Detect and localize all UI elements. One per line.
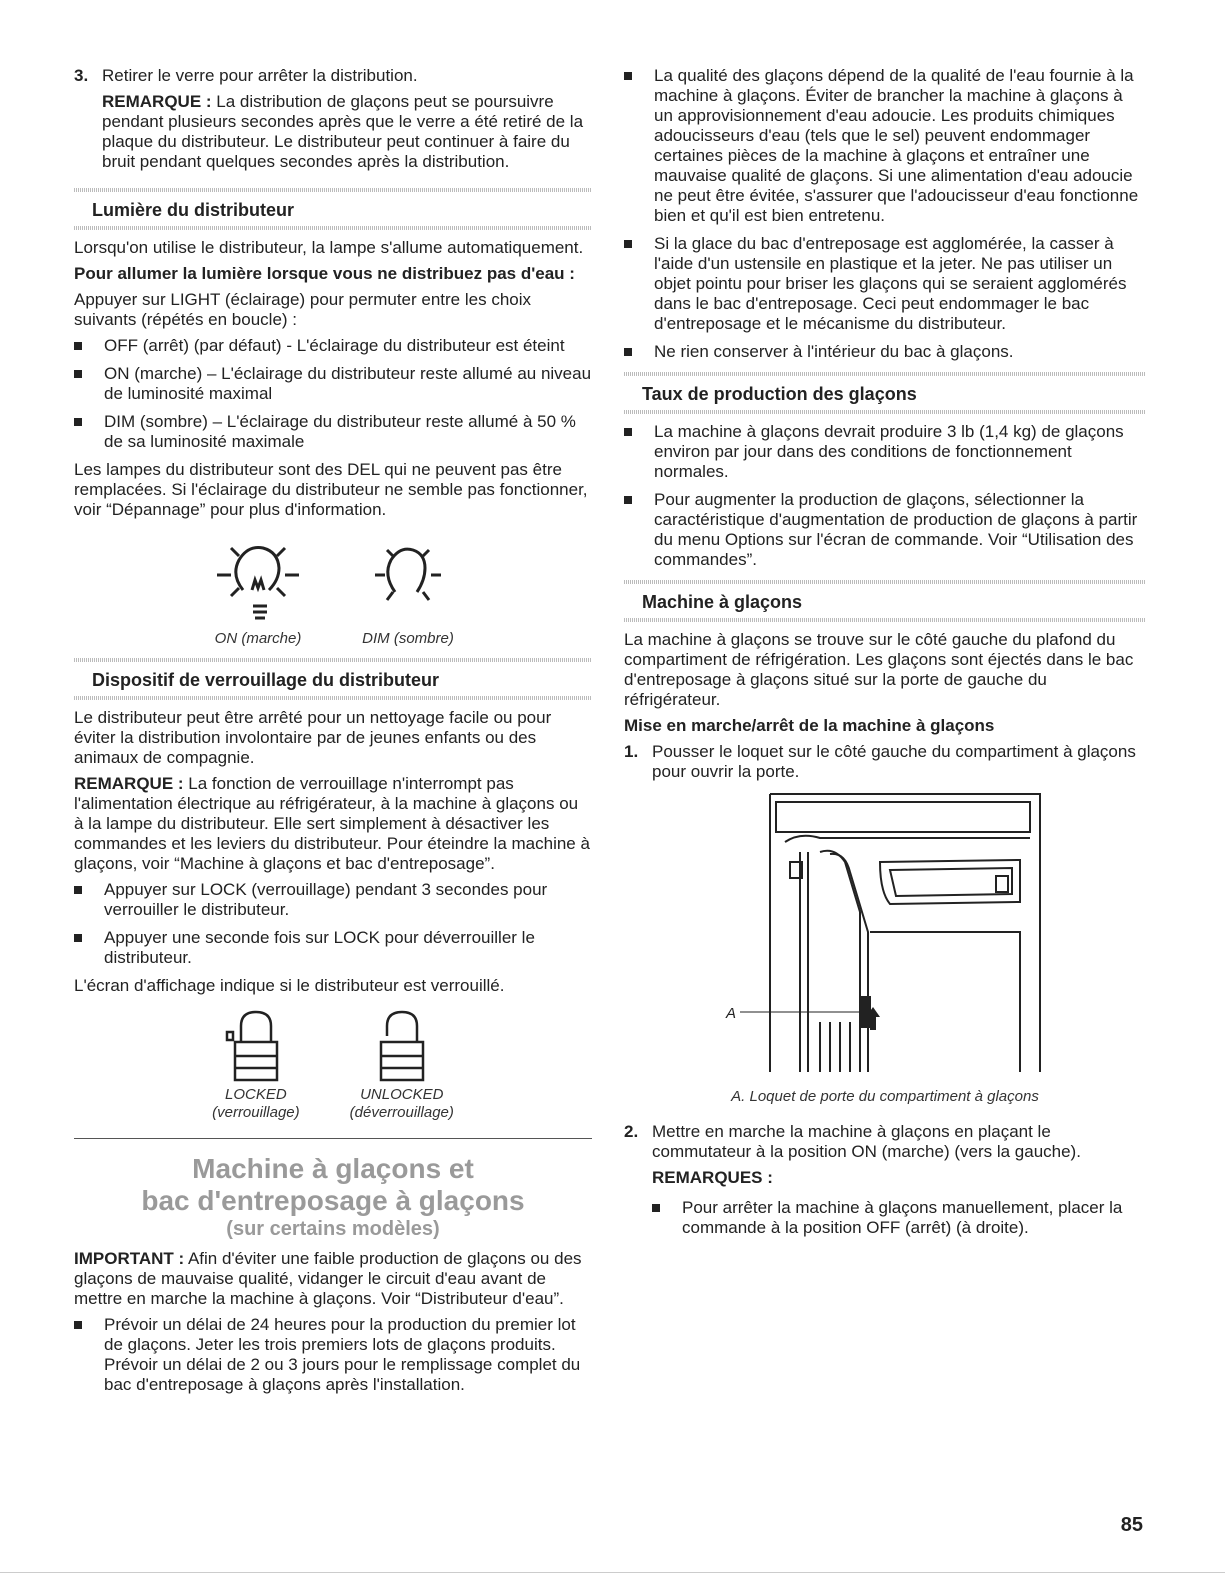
bullet-icon [74, 364, 104, 404]
section-header-light [74, 188, 592, 230]
bullet-icon [74, 412, 104, 452]
step-text: Retirer le verre pour arrêter la distribution. [102, 66, 418, 85]
bullet-icon [74, 880, 104, 920]
fig-unlocked [350, 1006, 454, 1122]
section-title: Lumière du distributeur [92, 200, 295, 220]
bullet-icon [74, 928, 104, 968]
lock-closed-icon [221, 1006, 291, 1086]
list-item: Prévoir un délai de 24 heures pour la production du premier lot de glaçons. Jeter les trois premiers lots de glaçons produits. Prévoir un délai de 2 ou 3 jours pour le remplissage complet du bac d'entreposage à glaçons après l'installation. [74, 1315, 592, 1395]
section-rule [624, 618, 1146, 622]
note-text: La fonction de verrouillage n'interrompt pas l'alimentation électrique au réfrigérateur, à la machine à glaçons ou à la lampe du distributeur. Elle sert simplement à désactiver les commandes et les leviers du distributeur. Pour éteindre la machine à glaçons, voir “Machine à glaçons et bac d'entreposage”. [74, 774, 590, 873]
step-2 [624, 1122, 1146, 1246]
right-column [624, 66, 1146, 1250]
section-rule [74, 696, 592, 700]
section-title: Taux de production des glaçons [642, 384, 917, 404]
fig-dim [353, 530, 463, 648]
step-1 [624, 742, 1146, 782]
bullet-icon [74, 1315, 104, 1395]
bullet-icon [624, 342, 654, 362]
caption-locked: LOCKED [225, 1086, 287, 1103]
list-item: Pour arrêter la machine à glaçons manuellement, placer la commande à la position OFF (arrêt) (à droite). [652, 1198, 1146, 1238]
list-item: DIM (sombre) – L'éclairage du distributeur reste allumé à 50 % de sa luminosité maximale [74, 412, 592, 452]
caption-unlocked-fr: (déverrouillage) [349, 1104, 454, 1121]
light-intro: Lorsqu'on utilise le distributeur, la lampe s'allume automatiquement. [74, 238, 584, 257]
caption-latch: A. Loquet de porte du compartiment à glaçons [731, 1088, 1039, 1105]
icemaker-door-illustration [720, 792, 1050, 1082]
list-item: Appuyer sur LOCK (verrouillage) pendant 3 secondes pour verrouiller le distributeur. [74, 880, 592, 920]
light-outro: Les lampes du distributeur sont des DEL qui ne peuvent pas être remplacées. Si l'éclairage du distributeur ne semble pas fonctionner, voir “Dépannage” pour plus d'information. [74, 460, 588, 519]
fig-on [203, 530, 313, 648]
section-header-lock [74, 658, 592, 700]
section-title: Machine à glaçons [642, 592, 803, 612]
fig-locked [212, 1006, 300, 1122]
section-title: Dispositif de verrouillage du distributeur [92, 670, 440, 690]
note-label: REMARQUE : [102, 92, 212, 111]
divider [74, 1138, 592, 1139]
list-item: Si la glace du bac d'entreposage est agglomérée, la casser à l'aide d'un ustensile en plastique et la jeter. Ne pas utiliser un objet pointu pour briser les glaçons qui se seraient agglomérés dans le bac d'entreposage. Ceci peut endommager le bac d'entreposage et le mécanisme du distributeur. [624, 234, 1146, 334]
lock-figure [74, 1006, 592, 1122]
chapter-subtitle: (sur certains modèles) [226, 1218, 440, 1240]
caption-dim: DIM (sombre) [362, 630, 454, 647]
lock-outro: L'écran d'affichage indique si le distributeur est verrouillé. [74, 976, 505, 995]
caption-on: ON (marche) [214, 630, 302, 647]
section-rule [74, 226, 592, 230]
bullet-icon [624, 66, 654, 226]
list-item: La machine à glaçons devrait produire 3 lb (1,4 kg) de glaçons environ par jour dans des conditions de fonctionnement normales. [624, 422, 1146, 482]
important-note [74, 1249, 592, 1309]
list-item: ON (marche) – L'éclairage du distributeur reste allumé au niveau de luminosité maximal [74, 364, 592, 404]
bulb-dim-icon [353, 530, 463, 630]
lock-note [74, 774, 592, 874]
list-item: OFF (arrêt) (par défaut) - L'éclairage du distributeur est éteint [74, 336, 592, 356]
section-rule [624, 410, 1146, 414]
page-edge-line [0, 1572, 1225, 1573]
note-label: REMARQUE : [74, 774, 184, 793]
important-label: IMPORTANT : [74, 1249, 185, 1268]
caption-unlocked: UNLOCKED [360, 1086, 444, 1103]
step-number: 3. [74, 66, 89, 85]
light-subhead: Pour allumer la lumière lorsque vous ne distribuez pas d'eau : [74, 264, 575, 283]
light-para: Appuyer sur LIGHT (éclairage) pour permuter entre les choix suivants (répétés en boucle) : [74, 290, 531, 329]
remarks-label: REMARQUES : [652, 1168, 773, 1187]
section-header-rate [624, 372, 1146, 414]
list-item: Appuyer une seconde fois sur LOCK pour déverrouiller le distributeur. [74, 928, 592, 968]
callout-a: A [726, 1005, 737, 1022]
bullet-icon [74, 336, 104, 356]
step-text: Pousser le loquet sur le côté gauche du compartiment à glaçons pour ouvrir la porte. [652, 742, 1136, 781]
list-item: La qualité des glaçons dépend de la qualité de l'eau fournie à la machine à glaçons. Éviter de brancher la machine à glaçons à un approvisionnement d'eau adoucie. Les produits chimiques adoucisseurs d'eau (tels que le sel) peuvent endommager certaines pièces de la machine à glaçons et entraîner une mauvaise qualité de glaçons. Si une alimentation d'eau adoucie ne peut être évitée, s'assurer que l'adoucisseur d'eau fonctionne bien et qu'il est bien entretenu. [624, 66, 1146, 226]
bullet-icon [624, 234, 654, 334]
caption-locked-fr: (verrouillage) [212, 1104, 300, 1121]
chapter-title-line2: bac d'entreposage à glaçons [141, 1185, 525, 1216]
bullet-icon [624, 422, 654, 482]
left-column [74, 66, 592, 1403]
bullet-icon [652, 1198, 682, 1238]
step-text: Mettre en marche la machine à glaçons en plaçant le commutateur à la position ON (marche) (vers la gauche). [652, 1122, 1081, 1161]
lock-intro: Le distributeur peut être arrêté pour un nettoyage facile ou pour éviter la distribution involontaire par de jeunes enfants ou des animaux de compagnie. [74, 708, 552, 767]
step-number: 2. [624, 1122, 639, 1141]
bullet-icon [624, 490, 654, 570]
section-header-machine [624, 580, 1146, 622]
machine-subhead: Mise en marche/arrêt de la machine à glaçons [624, 716, 995, 735]
chapter-title-line1: Machine à glaçons et [192, 1153, 474, 1184]
step-number: 1. [624, 742, 639, 761]
lock-open-icon [367, 1006, 437, 1086]
list-item: Pour augmenter la production de glaçons, sélectionner la caractéristique d'augmentation de production de glaçons à partir du menu Options sur l'écran de commande. Voir “Utilisation des commandes”. [624, 490, 1146, 570]
page-number: 85 [1120, 1514, 1143, 1536]
bulb-on-icon [203, 530, 313, 630]
step-note [102, 92, 592, 172]
list-item: Ne rien conserver à l'intérieur du bac à glaçons. [624, 342, 1146, 362]
light-figure [74, 530, 592, 648]
icemaker-door-figure [624, 792, 1146, 1106]
note-text: La distribution de glaçons peut se poursuivre pendant plusieurs secondes après que le verre a été retiré de la plaque du distributeur. Le distributeur peut continuer à faire du bruit pendant quelques secondes après la distribution. [102, 92, 584, 171]
machine-intro: La machine à glaçons se trouve sur le côté gauche du plafond du compartiment de réfrigération. Les glaçons sont éjectés dans le bac d'entreposage à glaçons situé sur la porte de gauche du réfrigérateur. [624, 630, 1134, 709]
important-text: Afin d'éviter une faible production de glaçons ou des glaçons de mauvaise qualité, vidanger le circuit d'eau avant de mettre en marche la machine à glaçons. Voir “Distributeur d'eau”. [74, 1249, 582, 1308]
step-3 [74, 66, 592, 178]
